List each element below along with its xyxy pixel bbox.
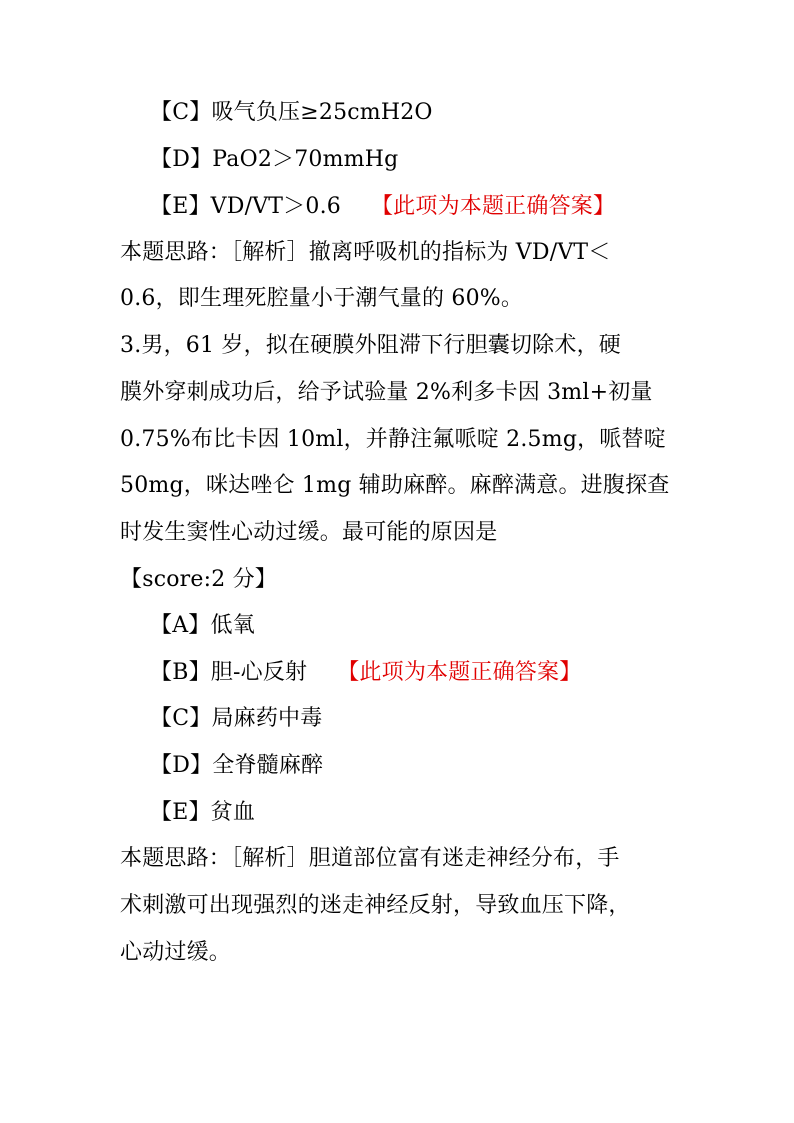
q3-question-line: 0.75%布比卡因 10ml，并静注氟哌啶 2.5mg，哌替啶 <box>120 427 666 452</box>
option-letter: 【B】 <box>150 660 211 685</box>
q3-option-b <box>150 659 581 687</box>
q3-explanation-line: 心动过缓。 <box>120 940 232 965</box>
option-letter: 【D】 <box>150 147 213 172</box>
q3-score: 【score:2 分】 <box>120 567 277 592</box>
q3-option-d <box>150 752 323 780</box>
option-text: 低氧 <box>210 613 255 638</box>
option-text: 全脊髓麻醉 <box>212 753 324 778</box>
q3-option-c <box>150 705 322 733</box>
option-letter: 【D】 <box>150 753 213 778</box>
option-letter: 【C】 <box>150 100 212 125</box>
q2-option-c <box>150 99 433 127</box>
q3-question-line: 膜外穿刺成功后，给予试验量 2%利多卡因 3ml+初量 <box>120 380 653 405</box>
option-letter: 【C】 <box>150 706 212 731</box>
q2-explanation-line: 本题思路：［解析］撤离呼吸机的指标为 VD/VT＜ <box>120 240 611 265</box>
option-letter: 【A】 <box>150 613 211 638</box>
option-letter: 【E】 <box>150 194 211 219</box>
correct-answer-label: 【此项为本题正确答案】 <box>337 660 582 685</box>
option-letter: 【E】 <box>150 800 211 825</box>
q3-question-line: 50mg，咪达唑仑 1mg 辅助麻醉。麻醉满意。进腹探查 <box>120 473 670 498</box>
q3-option-a <box>150 612 255 640</box>
q3-explanation-line: 术刺激可出现强烈的迷走神经反射，导致血压下降， <box>120 893 631 918</box>
option-text: VD/VT＞0.6 <box>210 194 341 219</box>
correct-answer-label: 【此项为本题正确答案】 <box>370 194 616 219</box>
option-text: 贫血 <box>210 800 256 825</box>
option-text: PaO2＞70mmHg <box>212 147 399 172</box>
option-text: 局麻药中毒 <box>211 706 323 731</box>
q3-question-line: 时发生窦性心动过缓。最可能的原因是 <box>120 520 498 545</box>
option-text: 吸气负压≥25cmH2O <box>211 100 433 125</box>
q2-option-d <box>150 146 398 174</box>
q3-option-e <box>150 799 255 827</box>
option-text: 胆-心反射 <box>210 660 308 685</box>
q3-explanation-line: 本题思路：［解析］胆道部位富有迷走神经分布，手 <box>120 846 620 871</box>
q2-option-e <box>150 193 615 221</box>
q3-question-line: 3.男，61 岁，拟在硬膜外阻滞下行胆囊切除术，硬 <box>120 333 621 358</box>
q2-explanation-line: 0.6，即生理死腔量小于潮气量的 60%。 <box>120 286 524 311</box>
